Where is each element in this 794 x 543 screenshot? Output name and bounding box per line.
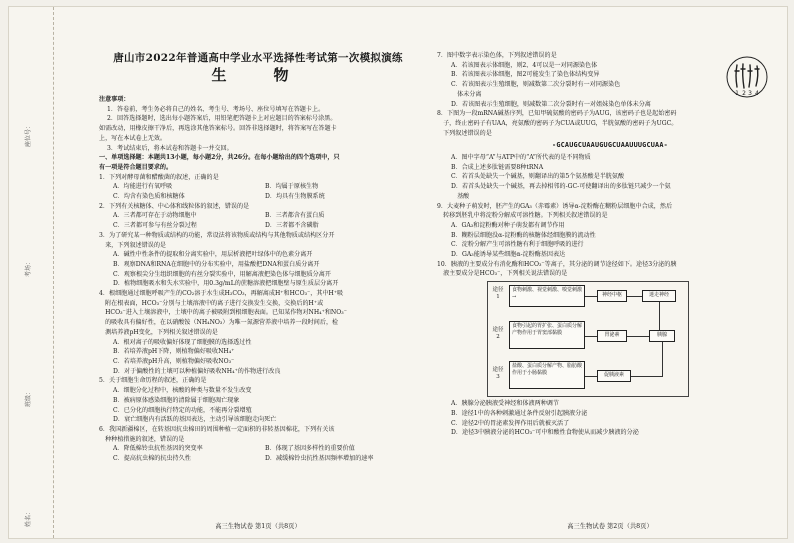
option: D．对于偏酸性的土壤可以种植偏好吸收NH₄⁺的作物进行改良 bbox=[113, 367, 281, 375]
notice-line: 2．回答选择题时，选出每小题答案后，用铅笔把答题卡上对应题目的答案标号涂黑。 bbox=[107, 115, 337, 123]
option: C．若培养液pH升高，则植物偏好吸收NO₃⁻ bbox=[113, 357, 235, 365]
question-4-stem: 的吸收具有偏好性，在以硝酸铵（NH₄NO₃）为唯一氮源营养液中培养一段时间后，检 bbox=[99, 319, 339, 327]
option: C．提高抗虫棉的抗虫持久性 bbox=[113, 455, 191, 463]
option: 体未分离 bbox=[451, 90, 482, 98]
arrow-line bbox=[631, 376, 662, 377]
page-1 bbox=[99, 7, 417, 538]
option: B．三者都含有蛋白质 bbox=[265, 212, 325, 220]
secretin-node: 促胰液素 bbox=[597, 370, 631, 382]
option: B．糊粉层细胞没α-淀粉酶的核糖体经细胞膜的流动性 bbox=[451, 231, 596, 239]
option: B．若培养液pH下降，则植物偏好吸收NH₄⁺ bbox=[113, 348, 235, 356]
option: A．均能进行有氧呼吸 bbox=[113, 183, 173, 191]
option: B．观察DNA和RNA在细胞中的分布实验中，用盐酸把DNA和蛋白质分离开 bbox=[113, 260, 320, 268]
option: D．GA₃能诱导某些细胞α-淀粉酶基因表达 bbox=[451, 251, 566, 259]
option: A．降低棉铃虫抗性基因的突变率 bbox=[113, 445, 203, 453]
arrow-line bbox=[627, 336, 649, 337]
question-6-stem: 6．我国新疆棉区，在转基因抗虫棉田的周围种植一定面积的非转基因棉花，下列有关该 bbox=[99, 425, 335, 433]
option: A．若该图表示体细胞，则2、4可以是一对同源染色体 bbox=[451, 61, 598, 69]
option: C．均含有染色质和核糖体 bbox=[113, 193, 185, 201]
stimulus-box: 食物刺激、视觉刺激、嗅觉刺激→ bbox=[509, 285, 585, 307]
option: D．减缓棉铃虫抗性基因频率增加的速率 bbox=[265, 455, 374, 463]
option: D．植物细胞吸水和失水实验中，用0.3g/mL的蔗糖溶液把细胞壁与原生质层分离开 bbox=[113, 280, 339, 288]
question-3-stem: 来，下列叙述错误的是 bbox=[99, 241, 167, 249]
option: A．三者都可存在于动物细胞中 bbox=[113, 212, 197, 220]
chromosome-label-1: 1 bbox=[735, 90, 739, 97]
pathway-label: 途径1 bbox=[492, 287, 504, 301]
page-1-body bbox=[99, 95, 417, 464]
option: A．碱性中性条件的提取和分离实验中，用层析液把叶绿体中的色素分离开 bbox=[113, 251, 313, 259]
notice-line: 3．考试结束后，将本试卷和答题卡一并交回。 bbox=[107, 144, 233, 152]
question-5-stem: 5．关于细胞生命历程的叙述，正确的是 bbox=[99, 377, 207, 385]
option: C．淀粉分解产生可溶性糖有利于细胞呼吸的进行 bbox=[451, 241, 584, 249]
binding-seat-label: 座位号： bbox=[25, 122, 32, 147]
option: C．途径2中的胃泌素发挥作用后就被灭活了 bbox=[451, 419, 570, 427]
option-grid bbox=[99, 182, 417, 201]
nerve-center-node: 神经中枢 bbox=[597, 290, 627, 302]
option: C．观察根尖分生组织细胞的有丝分裂实验中，用解离液把染色体与细胞质分离开 bbox=[113, 270, 331, 278]
notice-line: 1．答卷前，考生务必将自己的姓名、考生号、考场号、座位号填写在答题卡上。 bbox=[107, 105, 325, 113]
chromosome-label-3: 3 bbox=[748, 90, 752, 97]
question-4-stem: 附在根表面，HCO₃⁻分别与土壤溶液中的离子进行交换发生交换，交换后的H⁺或 bbox=[99, 299, 324, 307]
page-2 bbox=[437, 7, 783, 538]
arrow-line bbox=[585, 376, 597, 377]
pathway-label: 途径2 bbox=[492, 327, 504, 341]
page-1-footer: 高三生物试卷 第1页（共8页） bbox=[215, 523, 301, 531]
option: C．若该图表示生殖细胞，则减数第二次分裂时有一对同源染色 bbox=[451, 81, 621, 89]
option: D．均具有生物膜系统 bbox=[265, 193, 325, 201]
notice-heading: 注意事项： bbox=[99, 96, 130, 103]
option: B．若该图表示体细胞，图2可能发生了染色体结构变异 bbox=[451, 71, 600, 79]
question-4-stem: HCO₃⁻进入土壤溶液中，土壤中的离子被吸附到根细胞表面。已知某作物对NH₄⁺和NO₃⁻ bbox=[99, 309, 347, 317]
arrow-line bbox=[627, 296, 642, 297]
arrow-line bbox=[662, 342, 663, 377]
exam-title: 唐山市2022年普通高中学业水平选择性考试第一次模拟演练 bbox=[113, 52, 403, 64]
option: C．若首头处缺失一个碱基，则翻译出的第5个氨基酸是半胱氨酸 bbox=[451, 173, 625, 181]
binding-room-label: 考场： bbox=[25, 258, 32, 277]
arrow-line bbox=[585, 336, 597, 337]
option: B．途径1中的各种刺激通过条件反射引起胰液分泌 bbox=[451, 409, 588, 417]
question-1-stem: 1．下列对酵母菌和醋酸菌的叙述，正确的是 bbox=[99, 173, 219, 181]
option: A．细胞分化过程中，核酸的种类与数量不发生改变 bbox=[113, 387, 252, 395]
option: A．胰腺分泌胰液受神经和体液两种调节 bbox=[451, 400, 559, 408]
option: C．已分化的细胞执行特定的功能，不能再分裂增殖 bbox=[113, 406, 252, 414]
arrow-line bbox=[659, 302, 660, 330]
question-8-stem: 子，终止密码子有UAA，亮氨酸的密码子为CUA或UUG，半胱氨酸的密码子为UGC。 bbox=[437, 119, 678, 127]
exam-sheet bbox=[8, 6, 788, 539]
option: B．被病原体感染细胞的清除属于细胞凋亡现象 bbox=[113, 396, 240, 404]
question-2-stem: 2．下列有关核糖体、中心体和线粒体的叙述，错误的是 bbox=[99, 202, 250, 210]
binding-strip bbox=[9, 7, 54, 538]
section-heading: 有一项是符合题目要求的。 bbox=[99, 163, 173, 171]
pancreas-flowchart bbox=[437, 281, 783, 397]
binding-name-label: 姓名： bbox=[25, 508, 32, 527]
binding-class-label: 班级： bbox=[25, 388, 32, 407]
chromosome-label-2: 2 bbox=[742, 90, 746, 97]
option: B．合成上述多肽链需要8种tRNA bbox=[451, 163, 544, 171]
mrna-sequence: -GCAUGCUAAUGUGCUAAUUUGCUAA- bbox=[552, 141, 668, 150]
option: B．体现了基因多样性的重要价值 bbox=[265, 445, 355, 453]
question-4-stem: 测培养液pH变化，下列相关叙述错误的是 bbox=[99, 328, 218, 336]
question-9-stem: 转移到胚乳中将淀粉分解成可溶性糖。下列相关叙述错误的是 bbox=[437, 212, 608, 220]
option: A．GA₃和淀粉酶对种子萌发都有调节作用 bbox=[451, 221, 565, 229]
pathway-label: 途径3 bbox=[492, 367, 504, 381]
page-2-footer: 高三生物试卷 第2页（共8页） bbox=[567, 523, 653, 531]
question-10-stem: 液主要成分是HCO₃⁻，下列相关说法错误的是 bbox=[437, 270, 568, 278]
subject-title: 生 物 bbox=[211, 66, 305, 84]
chromosome-label-4: 4 bbox=[755, 90, 759, 97]
question-7-stem: 7．图中数字表示染色体，下列叙述错误的是 bbox=[437, 52, 557, 59]
option-grid bbox=[99, 444, 417, 463]
question-10-stem: 10．胰液的主要成分有消化酶和HCO₃⁻等离子，其分泌的调节途径如下。途径3分泌的胰 bbox=[437, 260, 677, 268]
page-2-body bbox=[437, 51, 783, 438]
option: D．衰亡细胞内有活跃的基因表达，主动引导该细胞走向死亡 bbox=[113, 416, 277, 424]
option: D．若该图表示生殖细胞，则减数第二次分裂时有一对姐妹染色单体未分离 bbox=[451, 100, 651, 108]
option: A．图中字母“A”与ATP中的“A”所代表的是不同物质 bbox=[451, 154, 591, 162]
question-8-stem: 下列叙述错误的是 bbox=[437, 129, 492, 137]
notice-line: 如需改动，用橡皮擦干净后，再选涂其他答案标号。回答非选择题时，将答案写在答题卡 bbox=[99, 125, 337, 133]
option-grid bbox=[99, 211, 417, 230]
gastrin-node: 胃泌素 bbox=[597, 330, 627, 342]
question-list bbox=[99, 173, 417, 464]
vagus-nerve-node: 迷走神经 bbox=[642, 290, 676, 302]
option: 基酸 bbox=[451, 192, 470, 200]
stimulus-box: 食物引起的胃扩张、蛋白质分解产物作用于胃窦部黏膜 bbox=[509, 321, 585, 349]
section-heading: 一、单项选择题：本题共13小题，每小题2分，共26分。在每小题给出的四个选项中，只 bbox=[99, 154, 340, 162]
pancreas-node: 胰腺 bbox=[649, 330, 675, 342]
option: A．根对离子的吸收偏好体现了细胞膜的选择透过性 bbox=[113, 338, 252, 346]
notice-line: 上，写在本试卷上无效。 bbox=[99, 134, 167, 142]
option: B．均属于原核生物 bbox=[265, 183, 319, 191]
question-8-stem: 8．下图为一段mRNA碱基序列，已知甲硫氨酸的密码子为AUG，该密码子也是起始密码 bbox=[437, 110, 677, 118]
option: D．若首头处缺失一个碱基，再去掉相邻的-GC-可使翻译出的多肽链只减少一个氨 bbox=[451, 183, 671, 191]
question-3-stem: 3．为了研究某一种物质或结构的功能，常设法将该物质或结构与其他物质或结构区分开 bbox=[99, 231, 335, 239]
arrow-line bbox=[585, 296, 597, 297]
stimulus-box: 盐酸、蛋白质分解产物、脂肪酸作用于小肠黏膜 bbox=[509, 361, 585, 389]
option: D．三者都不含磷脂 bbox=[265, 222, 319, 230]
option: D．途径3中胰液分泌的HCO₃⁻可中和酸性食物使从而减少胰液的分泌 bbox=[451, 429, 639, 437]
question-9-stem: 9．大麦种子萌发时，胚产生的GA₃（赤霉素）诱导α-淀粉酶在糊粉层细胞中合成，然后 bbox=[437, 202, 673, 210]
question-4-stem: 4．根细胞通过细胞呼吸产生的CO₂溶于水生成H₂CO₃，再解离成H⁺和HCO₃⁻，其中H⁺吸 bbox=[99, 290, 344, 298]
question-6-stem: 种种植措施的叙述，错误的是 bbox=[99, 435, 185, 443]
option: C．三者都可参与有丝分裂过程 bbox=[113, 222, 197, 230]
